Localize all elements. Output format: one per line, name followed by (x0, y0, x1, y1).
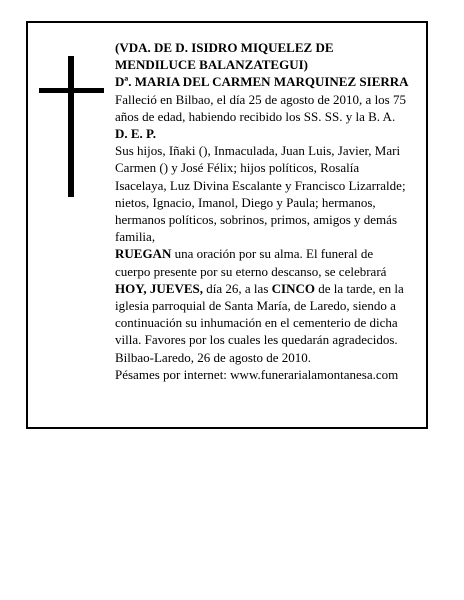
place-date: Bilbao-Laredo, 26 de agosto de 2010. (115, 349, 312, 365)
widow-header-line1: (VDA. DE D. ISIDRO MIQUELEZ DE (115, 40, 334, 55)
family-line-2: Carmen () y José Félix; hijos políticos, Rosalía (115, 160, 360, 176)
family-line-3: Isacelaya, Luz Divina Escalante y Francisco Lizarralde; (115, 177, 406, 193)
widow-header-line2: MENDILUCE BALANZATEGUI) (115, 57, 308, 73)
obituary-text (115, 39, 427, 383)
ruegan-line (115, 245, 427, 262)
ruegan-rest: una oración por su alma. El funeral de (171, 246, 374, 262)
hoy-rest: de la tarde, en la (314, 280, 404, 296)
death-line-2: años de edad, habiendo recibido los SS. SS. y la B. A. (115, 108, 396, 124)
cross-icon-arm (39, 88, 104, 93)
church-line-2: continuación su inhumación en el cementerio de dicha (115, 315, 398, 331)
condolences-line: Pésames por internet: www.funerarialamontanesa.com (115, 366, 399, 382)
family-line-5: hermanos políticos, sobrinos, primos, amigos y demás (115, 212, 398, 228)
hoy-mid: día 26, a las (203, 280, 272, 296)
church-line-1: iglesia parroquial de Santa María, de Laredo, siendo a (115, 298, 396, 314)
hoy-bold: HOY, JUEVES, (115, 280, 204, 296)
hoy-line (115, 280, 427, 297)
obituary-notice (26, 21, 428, 429)
cinco-bold: CINCO (271, 280, 315, 296)
rip: D. E. P. (115, 126, 157, 142)
ruegan-bold: RUEGAN (115, 246, 172, 262)
death-line-1: Falleció en Bilbao, el día 25 de agosto de 2010, a los 75 (115, 91, 406, 107)
cross-icon (68, 56, 74, 197)
funeral-line-2: cuerpo presente por su eterno descanso, se celebrará (115, 263, 387, 279)
deceased-name: Dª. MARIA DEL CARMEN MARQUINEZ SIERRA (115, 74, 409, 90)
family-line-1: Sus hijos, Iñaki (), Inmaculada, Juan Luis, Javier, Mari (115, 143, 401, 159)
family-line-6: familia, (115, 229, 156, 245)
church-line-3: villa. Favores por los cuales les quedarán agradecidos. (115, 332, 398, 348)
family-line-4: nietos, Ignacio, Imanol, Diego y Paula; hermanos, (115, 194, 376, 210)
